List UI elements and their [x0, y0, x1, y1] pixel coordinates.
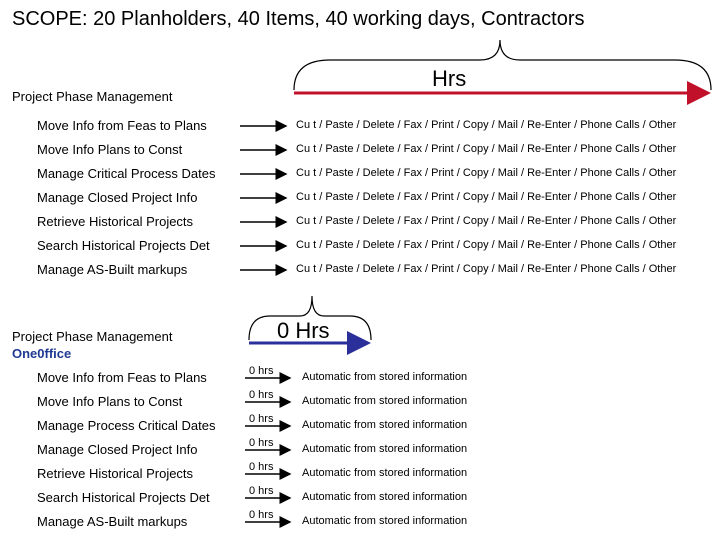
oneoffice-item-detail: Automatic from stored information	[302, 395, 468, 407]
manual-item-detail: Cu t / Paste / Delete / Fax / Print / Copy / Mail / Re-Enter / Phone Calls / Other	[296, 119, 677, 131]
manual-item-detail: Cu t / Paste / Delete / Fax / Print / Copy / Mail / Re-Enter / Phone Calls / Other	[296, 215, 677, 227]
oneoffice-item-hrs: 0 hrs	[249, 413, 274, 425]
oneoffice-item-label: Search Historical Projects Det	[37, 490, 210, 505]
oneoffice-item-detail: Automatic from stored information	[302, 419, 468, 431]
oneoffice-item-hrs: 0 hrs	[249, 485, 274, 497]
oneoffice-item-label: Manage Process Critical Dates	[37, 418, 216, 433]
oneoffice-item-label: Move Info from Feas to Plans	[37, 370, 207, 385]
manual-item-label: Move Info Plans to Const	[37, 142, 183, 157]
manual-item-detail: Cu t / Paste / Delete / Fax / Print / Copy / Mail / Re-Enter / Phone Calls / Other	[296, 191, 677, 203]
oneoffice-item-label: Manage Closed Project Info	[37, 442, 198, 457]
oneoffice-section-heading: Project Phase Management	[12, 329, 173, 344]
slide-title: SCOPE: 20 Planholders, 40 Items, 40 working days, Contractors	[12, 8, 585, 30]
manual-item-label: Move Info from Feas to Plans	[37, 118, 207, 133]
oneoffice-item-detail: Automatic from stored information	[302, 491, 468, 503]
manual-item-label: Manage Critical Process Dates	[37, 166, 216, 181]
manual-item-detail: Cu t / Paste / Delete / Fax / Print / Copy / Mail / Re-Enter / Phone Calls / Other	[296, 143, 677, 155]
manual-section-heading: Project Phase Management	[12, 89, 173, 104]
oneoffice-item-detail: Automatic from stored information	[302, 371, 468, 383]
oneoffice-item-hrs: 0 hrs	[249, 437, 274, 449]
top-brace	[294, 40, 711, 90]
manual-item-detail: Cu t / Paste / Delete / Fax / Print / Copy / Mail / Re-Enter / Phone Calls / Other	[296, 167, 677, 179]
oneoffice-item-label: Retrieve Historical Projects	[37, 466, 194, 481]
oneoffice-item-label: Manage AS-Built markups	[37, 514, 188, 529]
manual-item-label: Manage AS-Built markups	[37, 262, 188, 277]
oneoffice-item-hrs: 0 hrs	[249, 365, 274, 377]
manual-item-label: Search Historical Projects Det	[37, 238, 210, 253]
oneoffice-item-detail: Automatic from stored information	[302, 467, 468, 479]
oneoffice-item-hrs: 0 hrs	[249, 389, 274, 401]
oneoffice-hrs-label: 0 Hrs	[277, 318, 330, 343]
manual-arrows	[240, 126, 286, 270]
manual-hrs-label: Hrs	[432, 66, 467, 91]
manual-item-label: Manage Closed Project Info	[37, 190, 198, 205]
oneoffice-item-hrs: 0 hrs	[249, 509, 274, 521]
oneoffice-brand: One0ffice	[12, 346, 72, 361]
oneoffice-item-label: Move Info Plans to Const	[37, 394, 183, 409]
oneoffice-item-detail: Automatic from stored information	[302, 515, 468, 527]
manual-item-detail: Cu t / Paste / Delete / Fax / Print / Copy / Mail / Re-Enter / Phone Calls / Other	[296, 239, 677, 251]
manual-item-label: Retrieve Historical Projects	[37, 214, 194, 229]
oneoffice-item-hrs: 0 hrs	[249, 461, 274, 473]
manual-item-detail: Cu t / Paste / Delete / Fax / Print / Copy / Mail / Re-Enter / Phone Calls / Other	[296, 263, 677, 275]
oneoffice-item-detail: Automatic from stored information	[302, 443, 468, 455]
